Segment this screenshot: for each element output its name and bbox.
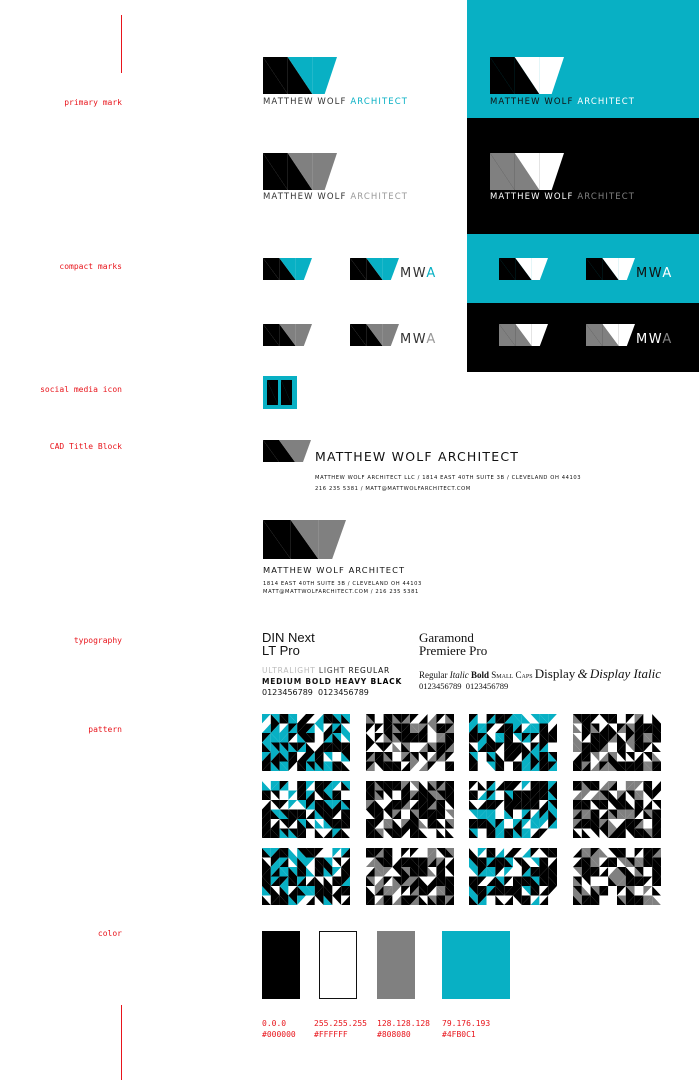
pattern-tile-icon	[262, 714, 350, 771]
mwa-text-on-black	[636, 332, 673, 347]
pattern-tile-icon	[262, 848, 350, 905]
sans-weights-row1	[262, 666, 390, 675]
wordmark-primary-on-black	[490, 192, 635, 202]
swatch-white	[319, 931, 357, 999]
wordmark-first: MATTHEW WOLF	[490, 97, 574, 107]
weight-light: LIGHT	[318, 666, 346, 675]
serif-ampersand: &	[577, 666, 588, 681]
mwa-mw: MW	[400, 332, 427, 347]
pattern-tile-icon	[366, 714, 454, 771]
wordmark-primary-on-teal	[490, 97, 635, 107]
compact-mark-icon	[499, 324, 548, 346]
serif-font-name-line2: Premiere Pro	[419, 643, 488, 658]
cad-stacked-title: MATTHEW WOLF ARCHITECT	[263, 565, 406, 575]
color-rgb: 0.0.0	[262, 1019, 287, 1028]
guide-line-bottom	[121, 1005, 122, 1080]
mwa-text-gray	[400, 332, 437, 347]
weight-medium: MEDIUM	[262, 677, 302, 686]
compact-mark-icon	[586, 324, 635, 346]
label-cad-title-block: CAD Title Block	[49, 442, 122, 451]
weight-regular: REGULAR	[348, 666, 391, 675]
pattern-tile-icon	[469, 848, 557, 905]
color-hex: #4FB0C1	[442, 1030, 476, 1039]
sans-weights-row2	[262, 677, 402, 686]
label-primary-mark: primary mark	[64, 98, 122, 107]
sans-font-name	[262, 631, 315, 657]
guide-line-top	[121, 15, 122, 73]
mwa-mw: MW	[400, 266, 427, 281]
cad-address-line: MATTHEW WOLF ARCHITECT LLC / 1814 EAST 40TH SUITE 3B / CLEVELAND OH 44103	[315, 475, 582, 481]
mwa-mw: MW	[636, 332, 663, 347]
pattern-tile-icon	[262, 781, 350, 838]
serif-display-italic: Display Italic	[589, 666, 661, 681]
color-value-teal	[442, 1018, 490, 1040]
mwa-logo-mark-icon	[490, 153, 564, 190]
cad-contact-line: 216 235 5381 / MATT@MATTWOLFARCHITECT.COM	[315, 486, 471, 492]
serif-font-name-line1: Garamond	[419, 630, 474, 645]
pattern-tile-icon	[366, 781, 454, 838]
swatch-teal	[442, 931, 510, 999]
pattern-tile-icon	[573, 714, 661, 771]
cad-title: MATTHEW WOLF ARCHITECT	[315, 449, 520, 464]
sans-digits: 0123456789 0123456789	[262, 688, 369, 697]
cad-stacked-contact: MATT@MATTWOLFARCHITECT.COM / 216 235 5381	[263, 589, 419, 595]
label-typography: typography	[73, 636, 122, 645]
mwa-a: A	[662, 266, 673, 281]
label-compact-marks: compact marks	[59, 262, 122, 271]
pattern-tile-icon	[573, 848, 661, 905]
wordmark-second: ARCHITECT	[350, 192, 409, 202]
sans-font-name-line1: DIN Next	[262, 630, 315, 645]
cad-stacked-address: 1814 EAST 40TH SUITE 3B / CLEVELAND OH 44103	[263, 581, 422, 587]
serif-digits: 0123456789 0123456789	[419, 681, 509, 691]
mwa-mw: MW	[636, 266, 663, 281]
weight-black: BLACK	[370, 677, 403, 686]
compact-mark-icon	[350, 258, 399, 280]
mwa-logo-mark-icon	[263, 57, 337, 94]
color-value-black	[262, 1018, 296, 1040]
weight-bold: BOLD	[305, 677, 332, 686]
compact-mark-icon	[263, 324, 312, 346]
swatch-black	[262, 931, 300, 999]
mwa-logo-mark-icon	[263, 153, 337, 190]
wordmark-second: ARCHITECT	[577, 97, 636, 107]
color-hex: #808080	[377, 1030, 411, 1039]
color-rgb: 128.128.128	[377, 1019, 430, 1028]
color-value-gray	[377, 1018, 430, 1040]
weight-ultralight: ULTRALIGHT	[262, 666, 316, 675]
color-rgb: 255.255.255	[314, 1019, 367, 1028]
color-rgb: 79.176.193	[442, 1019, 491, 1028]
serif-bold: Bold	[471, 670, 490, 680]
mwa-a: A	[662, 332, 673, 347]
cad-stacked-logo-mark-icon	[263, 520, 346, 559]
sans-font-name-line2: LT Pro	[262, 643, 300, 658]
serif-italic: Italic	[449, 670, 469, 680]
serif-font-name	[419, 631, 487, 657]
wordmark-first: MATTHEW WOLF	[263, 192, 347, 202]
color-hex: #FFFFFF	[314, 1030, 348, 1039]
wordmark-second: ARCHITECT	[577, 192, 636, 202]
mwa-logo-mark-icon	[490, 57, 564, 94]
compact-mark-icon	[350, 324, 399, 346]
wordmark-first: MATTHEW WOLF	[263, 97, 347, 107]
pattern-tile-icon	[573, 781, 661, 838]
color-value-white	[314, 1018, 367, 1040]
mwa-text-on-teal	[636, 266, 673, 281]
serif-display: Display	[534, 666, 576, 681]
pattern-tile-icon	[469, 714, 557, 771]
compact-mark-icon	[263, 258, 312, 280]
mwa-a: A	[426, 266, 437, 281]
compact-mark-icon	[499, 258, 548, 280]
social-media-icon	[263, 376, 297, 409]
wordmark-second: ARCHITECT	[350, 97, 409, 107]
pattern-tile-icon	[469, 781, 557, 838]
serif-styles-row	[419, 666, 661, 682]
wordmark-primary-gray	[263, 192, 408, 202]
serif-smallcaps: Small Caps	[491, 670, 533, 680]
swatch-gray	[377, 931, 415, 999]
pattern-tile-icon	[366, 848, 454, 905]
wordmark-first: MATTHEW WOLF	[490, 192, 574, 202]
mwa-text	[400, 266, 437, 281]
weight-heavy: HEAVY	[335, 677, 368, 686]
label-social-media-icon: social media icon	[40, 385, 122, 394]
compact-mark-icon	[586, 258, 635, 280]
wordmark-primary	[263, 97, 408, 107]
cad-logo-mark-icon	[263, 440, 311, 462]
label-color: color	[97, 929, 122, 938]
label-pattern: pattern	[88, 725, 122, 734]
serif-regular: Regular	[419, 670, 448, 680]
color-hex: #000000	[262, 1030, 296, 1039]
mwa-a: A	[426, 332, 437, 347]
